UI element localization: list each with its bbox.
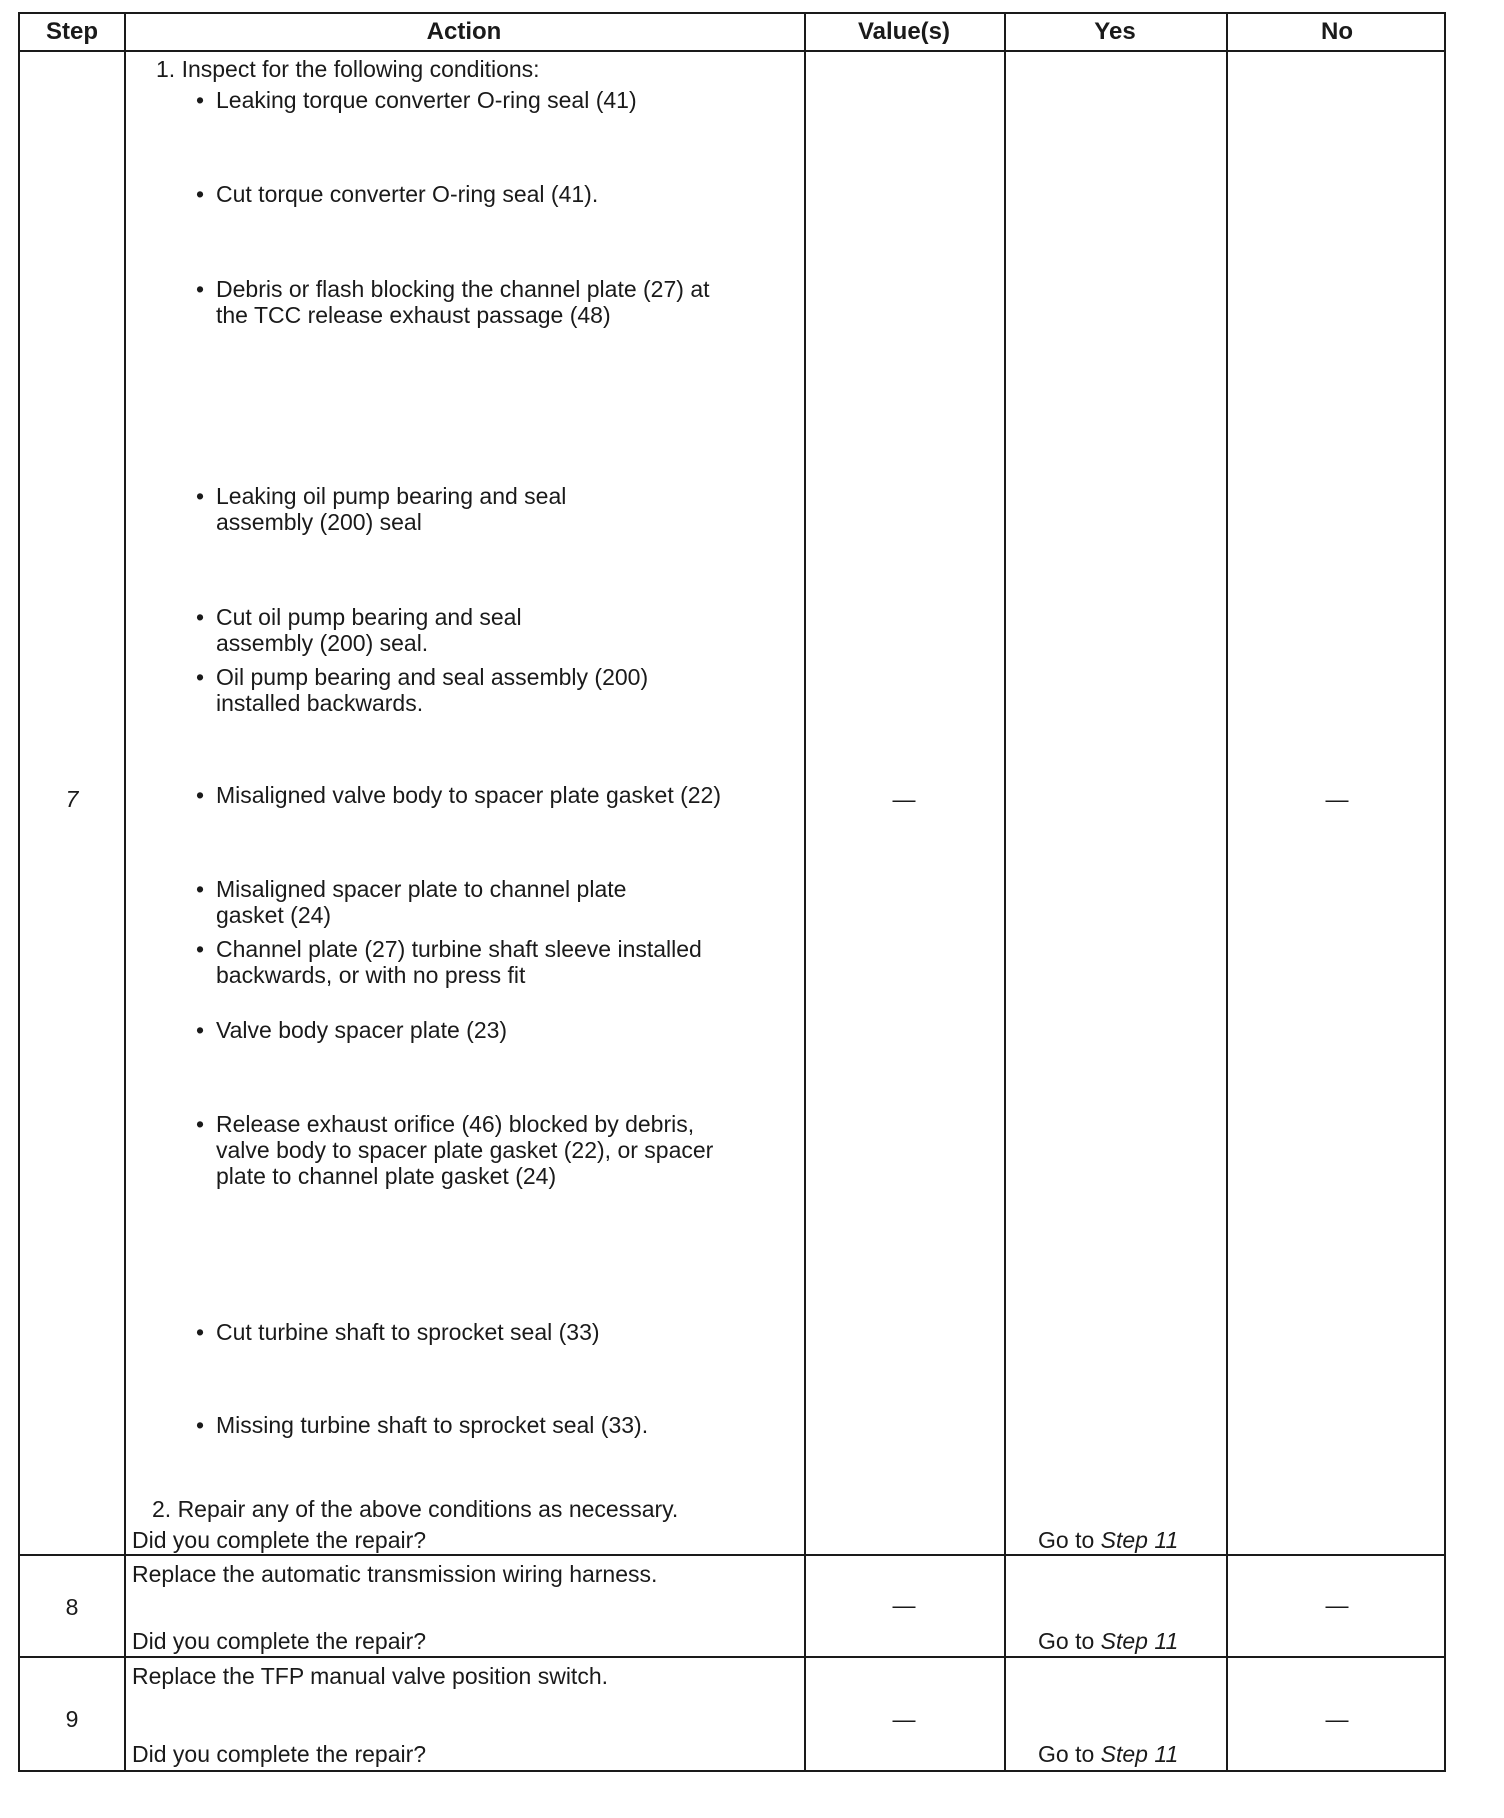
condition-text: gasket (24) xyxy=(216,902,332,928)
header-no: No xyxy=(1321,18,1353,45)
condition-text: Missing turbine shaft to sprocket seal (33). xyxy=(216,1412,649,1438)
yes-step-link: Step 11 xyxy=(1100,1741,1179,1767)
condition-text: Debris or flash blocking the channel plate (27) at xyxy=(216,276,710,302)
yes-step-link: Step 11 xyxy=(1100,1628,1179,1654)
condition-text: Cut turbine shaft to sprocket seal (33) xyxy=(216,1319,600,1345)
question-text: Did you complete the repair? xyxy=(132,1628,427,1654)
yes-step-link: Step 11 xyxy=(1100,1527,1179,1553)
no-cell: — xyxy=(1325,1592,1349,1618)
condition-text: Release exhaust orifice (46) blocked by debris, xyxy=(216,1111,695,1137)
value-cell: — xyxy=(892,786,916,812)
bullet-icon: • xyxy=(196,936,205,962)
condition-text: assembly (200) seal xyxy=(216,509,422,535)
diagnostic-table xyxy=(18,12,1446,1772)
bullet-icon: • xyxy=(196,181,205,207)
yes-prefix: Go to xyxy=(1038,1741,1101,1767)
condition-text: Cut torque converter O-ring seal (41). xyxy=(216,181,599,207)
inspect-heading: 1. Inspect for the following conditions: xyxy=(156,56,540,82)
step-number: 9 xyxy=(65,1706,79,1732)
yes-cell xyxy=(1038,1741,1178,1767)
bullet-icon: • xyxy=(196,1412,205,1438)
condition-text: the TCC release exhaust passage (48) xyxy=(216,302,611,328)
step-number: 7 xyxy=(65,786,79,812)
condition-text: installed backwards. xyxy=(216,690,424,716)
condition-text: Misaligned spacer plate to channel plate xyxy=(216,876,627,902)
column-divider xyxy=(1226,14,1228,1770)
value-cell: — xyxy=(892,1706,916,1732)
condition-text: Misaligned valve body to spacer plate gasket (22) xyxy=(216,782,722,808)
condition-text: valve body to spacer plate gasket (22), or spacer xyxy=(216,1137,714,1163)
bullet-icon: • xyxy=(196,276,205,302)
step-number: 8 xyxy=(65,1594,79,1620)
bullet-icon: • xyxy=(196,87,205,113)
bullet-icon: • xyxy=(196,782,205,808)
repair-instruction: 2. Repair any of the above conditions as necessary. xyxy=(152,1496,679,1522)
bullet-icon: • xyxy=(196,1111,205,1137)
bullet-icon: • xyxy=(196,664,205,690)
bullet-icon: • xyxy=(196,1319,205,1345)
yes-prefix: Go to xyxy=(1038,1527,1101,1553)
yes-cell xyxy=(1038,1527,1178,1553)
value-cell: — xyxy=(892,1592,916,1618)
column-divider xyxy=(1004,14,1006,1770)
header-yes: Yes xyxy=(1094,18,1136,45)
question-text: Did you complete the repair? xyxy=(132,1527,427,1553)
row-divider xyxy=(20,1656,1444,1658)
yes-cell xyxy=(1038,1628,1178,1654)
header-step: Step xyxy=(45,18,98,45)
action-text: Replace the automatic transmission wiring harness. xyxy=(132,1561,658,1587)
action-text: Replace the TFP manual valve position switch. xyxy=(132,1663,609,1689)
row-divider xyxy=(20,50,1444,52)
header-values: Value(s) xyxy=(857,18,951,45)
no-cell: — xyxy=(1325,786,1349,812)
condition-text: assembly (200) seal. xyxy=(216,630,429,656)
row-divider xyxy=(20,1554,1444,1556)
bullet-icon: • xyxy=(196,876,205,902)
yes-prefix: Go to xyxy=(1038,1628,1101,1654)
bullet-icon: • xyxy=(196,1017,205,1043)
condition-text: Valve body spacer plate (23) xyxy=(216,1017,508,1043)
condition-text: plate to channel plate gasket (24) xyxy=(216,1163,557,1189)
question-text: Did you complete the repair? xyxy=(132,1741,427,1767)
condition-text: Oil pump bearing and seal assembly (200) xyxy=(216,664,649,690)
column-divider xyxy=(804,14,806,1770)
no-cell: — xyxy=(1325,1706,1349,1732)
condition-text: Cut oil pump bearing and seal xyxy=(216,604,522,630)
column-divider xyxy=(124,14,126,1770)
bullet-icon: • xyxy=(196,604,205,630)
header-action: Action xyxy=(426,18,502,45)
bullet-icon: • xyxy=(196,483,205,509)
condition-text: backwards, or with no press fit xyxy=(216,962,526,988)
condition-text: Channel plate (27) turbine shaft sleeve installed xyxy=(216,936,702,962)
condition-text: Leaking oil pump bearing and seal xyxy=(216,483,567,509)
condition-text: Leaking torque converter O-ring seal (41) xyxy=(216,87,637,113)
